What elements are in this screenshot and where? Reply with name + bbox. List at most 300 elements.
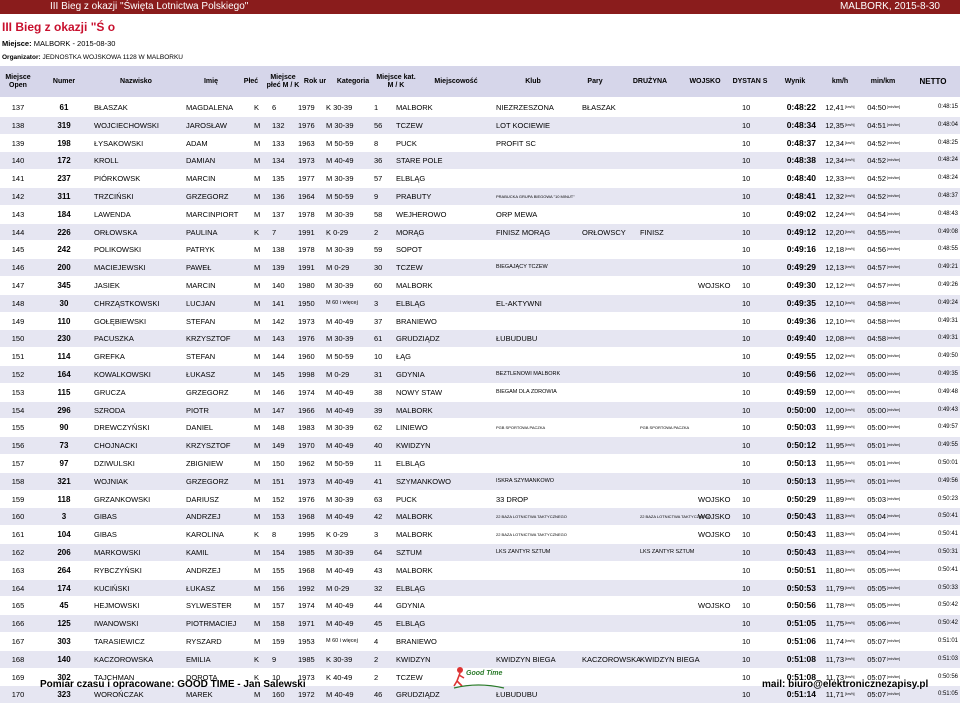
table-row xyxy=(0,276,960,294)
cell-place-open: 142 xyxy=(11,191,25,201)
cell-place-open: 159 xyxy=(11,494,25,504)
cell-distance: 10 xyxy=(742,547,751,557)
cell-place-open: 146 xyxy=(11,263,25,273)
cell-speed-kmh: 11,83 xyxy=(825,547,844,557)
results-table-body xyxy=(0,98,960,703)
place-label: Miejsce: xyxy=(2,39,32,48)
cell-place-category: 32 xyxy=(374,583,383,593)
unit-minkm: [min/km] xyxy=(887,229,901,234)
cell-gender: M xyxy=(254,494,261,504)
unit-kmh: [km/h] xyxy=(845,336,855,341)
cell-distance: 10 xyxy=(742,654,751,664)
cell-bib-number: 110 xyxy=(57,316,71,326)
cell-birth-year: 1962 xyxy=(298,458,315,468)
table-row xyxy=(0,294,960,312)
table-row xyxy=(0,240,960,258)
cell-net-time: 0:48:37 xyxy=(937,192,958,199)
table-row xyxy=(0,151,960,169)
cell-military: WOJSKO xyxy=(698,530,731,540)
cell-result-time: 0:49:16 xyxy=(786,244,816,255)
cell-distance: 10 xyxy=(742,619,751,629)
cell-place-open: 167 xyxy=(11,636,25,646)
cell-gender: M xyxy=(254,369,261,379)
cell-place-category: 40 xyxy=(374,441,383,451)
table-row xyxy=(0,472,960,490)
cell-place-category: 1 xyxy=(374,103,379,112)
cell-birth-year: 1985 xyxy=(298,654,315,664)
cell-bib-number: 115 xyxy=(57,387,71,397)
unit-kmh: [km/h] xyxy=(845,514,855,519)
cell-place-open: 163 xyxy=(11,565,25,575)
cell-first-name: PAWEŁ xyxy=(186,263,212,273)
cell-place-open: 140 xyxy=(11,156,25,166)
unit-kmh: [km/h] xyxy=(845,229,855,234)
cell-place-category: 11 xyxy=(374,458,382,468)
cell-place-category: 41 xyxy=(374,476,383,486)
cell-bib-number: 73 xyxy=(59,441,69,451)
cell-speed-kmh: 11,71 xyxy=(825,690,844,700)
cell-city: TCZEW xyxy=(396,263,423,273)
cell-place-category: 4 xyxy=(374,636,379,646)
cell-gender: M xyxy=(254,191,261,201)
cell-city: KWIDZYN xyxy=(396,441,431,451)
cell-first-name: STEFAN xyxy=(186,316,216,326)
cell-place-gender: 138 xyxy=(272,245,285,255)
cell-bib-number: 118 xyxy=(57,494,71,504)
cell-gender: M xyxy=(254,334,261,344)
cell-category: M 30-39 xyxy=(326,120,354,130)
cell-category: M 40-49 xyxy=(326,619,354,629)
cell-place-open: 156 xyxy=(11,441,25,451)
cell-gender: M xyxy=(254,405,261,415)
cell-first-name: PIOTRMACIEJ xyxy=(186,619,237,629)
cell-birth-year: 1970 xyxy=(298,441,315,451)
cell-club: FINISZ MORĄG xyxy=(496,227,551,237)
cell-pace-minkm: 04:58 xyxy=(867,334,886,344)
cell-category: M 50-59 xyxy=(326,352,354,362)
cell-net-time: 0:50:41 xyxy=(937,531,958,538)
cell-category: K 0-29 xyxy=(326,227,349,237)
cell-first-name: ANDRZEJ xyxy=(186,512,221,522)
cell-gender: M xyxy=(254,280,261,290)
cell-gender: M xyxy=(254,601,261,611)
cell-pace-minkm: 05:07 xyxy=(867,672,886,682)
cell-first-name: MARCINPIORT xyxy=(186,209,239,219)
cell-bib-number: 164 xyxy=(57,369,71,379)
cell-city: GRUDZIĄDZ xyxy=(396,334,440,344)
unit-kmh: [km/h] xyxy=(845,549,855,554)
cell-place-gender: 152 xyxy=(272,494,285,504)
cell-first-name: GRZEGORZ xyxy=(186,191,229,201)
cell-birth-year: 1973 xyxy=(298,316,315,326)
cell-speed-kmh: 11,73 xyxy=(825,654,844,664)
cell-category: M 50-59 xyxy=(326,191,354,201)
cell-bib-number: 174 xyxy=(57,583,71,593)
cell-birth-year: 1973 xyxy=(298,672,315,682)
cell-distance: 10 xyxy=(742,245,751,255)
cell-gender: K xyxy=(254,654,260,664)
cell-city: NOWY STAW xyxy=(396,387,443,397)
cell-club: ISKRA SZYMANKOWO xyxy=(496,477,555,484)
unit-kmh: [km/h] xyxy=(845,407,855,412)
cell-gender: M xyxy=(254,583,261,593)
unit-kmh: [km/h] xyxy=(845,318,855,323)
cell-birth-year: 1979 xyxy=(298,103,315,112)
cell-speed-kmh: 12,00 xyxy=(825,405,844,415)
cell-net-time: 0:48:24 xyxy=(937,175,958,182)
cell-bib-number: 61 xyxy=(59,103,69,112)
header-imie: Imię xyxy=(203,77,218,85)
cell-net-time: 0:50:41 xyxy=(937,513,958,520)
cell-gender: M xyxy=(254,458,261,468)
cell-place-category: 36 xyxy=(374,156,383,166)
cell-speed-kmh: 12,32 xyxy=(825,191,844,201)
cell-place-category: 59 xyxy=(374,245,383,255)
cell-city: SZTUM xyxy=(396,547,422,557)
cell-speed-kmh: 11,75 xyxy=(825,619,844,629)
unit-minkm: [min/km] xyxy=(887,549,901,554)
cell-result-time: 0:48:41 xyxy=(786,190,816,201)
unit-kmh: [km/h] xyxy=(845,211,855,216)
cell-pace-minkm: 04:50 xyxy=(867,103,886,112)
cell-speed-kmh: 12,20 xyxy=(825,227,844,237)
cell-place-open: 139 xyxy=(11,138,25,148)
cell-place-category: 8 xyxy=(374,138,379,148)
cell-team: PGB SPORTOWA PACZKA xyxy=(640,425,690,431)
cell-pace-minkm: 05:00 xyxy=(867,352,886,362)
cell-place-gender: 143 xyxy=(272,334,285,344)
table-row xyxy=(0,490,960,508)
cell-net-time: 0:49:55 xyxy=(937,442,958,449)
cell-result-time: 0:50:51 xyxy=(786,564,816,575)
unit-kmh: [km/h] xyxy=(845,443,855,448)
cell-city: ŁĄG xyxy=(396,352,412,362)
cell-birth-year: 1971 xyxy=(298,619,315,629)
cell-distance: 10 xyxy=(742,405,751,415)
cell-place-category: 64 xyxy=(374,547,383,557)
cell-place-category: 63 xyxy=(374,494,383,504)
cell-place-gender: 6 xyxy=(272,103,277,112)
cell-gender: M xyxy=(254,441,261,451)
cell-result-time: 0:50:03 xyxy=(786,422,816,433)
unit-minkm: [min/km] xyxy=(887,532,901,537)
header-minkm: min/km xyxy=(870,77,896,85)
table-row xyxy=(0,347,960,365)
cell-birth-year: 1973 xyxy=(298,476,315,486)
cell-birth-year: 1978 xyxy=(298,245,315,255)
unit-minkm: [min/km] xyxy=(887,105,901,109)
cell-city: PUCK xyxy=(396,494,417,504)
cell-speed-kmh: 11,89 xyxy=(825,494,844,504)
cell-distance: 10 xyxy=(742,476,751,486)
cell-speed-kmh: 12,02 xyxy=(825,352,844,362)
cell-speed-kmh: 11,95 xyxy=(825,476,844,486)
cell-place-gender: 146 xyxy=(272,387,285,397)
organizer-label: Organizator: xyxy=(2,54,41,61)
header-kmh: km/h xyxy=(831,77,849,85)
cell-pace-minkm: 05:07 xyxy=(867,654,886,664)
cell-birth-year: 1968 xyxy=(298,565,315,575)
cell-speed-kmh: 12,35 xyxy=(825,120,844,130)
cell-pace-minkm: 05:00 xyxy=(867,369,886,379)
cell-place-open: 145 xyxy=(11,245,25,255)
table-row xyxy=(0,454,960,472)
cell-bib-number: 303 xyxy=(57,636,71,646)
cell-place-category: 45 xyxy=(374,619,383,629)
header-miejsce-kat: Miejsce kat. M / K xyxy=(376,73,416,89)
table-row xyxy=(0,418,960,436)
unit-minkm: [min/km] xyxy=(887,354,901,359)
table-row xyxy=(0,507,960,525)
cell-club: PROFIT SC xyxy=(496,138,536,148)
cell-place-gender: 155 xyxy=(272,565,285,575)
header-druzyna: DRUŻYNA xyxy=(632,77,668,85)
cell-place-gender: 140 xyxy=(272,280,285,290)
cell-distance: 10 xyxy=(742,636,751,646)
cell-result-time: 0:51:06 xyxy=(786,635,816,646)
cell-pace-minkm: 04:57 xyxy=(867,280,886,290)
cell-birth-year: 1966 xyxy=(298,405,315,415)
cell-birth-year: 1974 xyxy=(298,601,315,611)
table-row xyxy=(0,525,960,543)
cell-club: ŁUBUDUBU xyxy=(496,690,538,700)
cell-place-category: 2 xyxy=(374,654,379,664)
cell-city: MALBORK xyxy=(396,512,433,522)
cell-place-category: 46 xyxy=(374,690,383,700)
cell-place-open: 147 xyxy=(11,280,25,290)
cell-place-open: 138 xyxy=(11,120,25,130)
cell-gender: M xyxy=(254,263,261,273)
unit-minkm: [min/km] xyxy=(887,656,901,661)
cell-result-time: 0:49:30 xyxy=(786,279,816,290)
cell-place-category: 10 xyxy=(374,352,383,362)
unit-kmh: [km/h] xyxy=(845,585,855,590)
cell-place-gender: 135 xyxy=(272,174,285,184)
cell-club: PRABUCKA GRUPA BIEGOWA "10 MINUT" xyxy=(496,193,575,199)
unit-minkm: [min/km] xyxy=(887,122,901,127)
header-nazwisko: Nazwisko xyxy=(120,77,152,85)
cell-category: M 40-49 xyxy=(326,156,354,166)
cell-pace-minkm: 04:58 xyxy=(867,316,886,326)
cell-category: M 30-39 xyxy=(326,174,354,184)
cell-place-open: 170 xyxy=(11,690,25,700)
cell-place-category: 3 xyxy=(374,530,379,540)
cell-net-time: 0:49:24 xyxy=(937,299,958,306)
cell-first-name: PATRYK xyxy=(186,245,215,255)
header-dystans: DYSTAN S xyxy=(732,77,768,85)
cell-distance: 10 xyxy=(742,512,751,522)
cell-birth-year: 1991 xyxy=(298,263,315,273)
cell-city: MALBORK xyxy=(396,530,433,540)
cell-place-gender: 145 xyxy=(272,369,285,379)
cell-city: ELBLĄG xyxy=(396,298,426,308)
cell-place-open: 169 xyxy=(11,672,25,682)
cell-speed-kmh: 12,34 xyxy=(825,138,844,148)
cell-bib-number: 172 xyxy=(57,156,71,166)
cell-first-name: DOROTA xyxy=(186,672,218,682)
cell-net-time: 0:50:42 xyxy=(937,602,958,609)
cell-club: LOT KOCIEWIE xyxy=(496,120,551,130)
unit-kmh: [km/h] xyxy=(845,567,855,572)
cell-surname: TRZCIŃSKI xyxy=(94,191,134,201)
cell-place-gender: 7 xyxy=(272,227,277,237)
cell-distance: 10 xyxy=(742,138,751,148)
table-row xyxy=(0,312,960,330)
cell-distance: 10 xyxy=(742,494,751,504)
unit-kmh: [km/h] xyxy=(845,193,855,198)
cell-net-time: 0:50:01 xyxy=(937,459,958,466)
cell-place-category: 43 xyxy=(374,565,383,575)
cell-first-name: MARCIN xyxy=(186,280,216,290)
cell-first-name: KAMIL xyxy=(186,547,209,557)
header-klub: Klub xyxy=(525,77,541,85)
cell-birth-year: 1963 xyxy=(298,138,315,148)
cell-place-category: 57 xyxy=(374,174,383,184)
cell-place-open: 150 xyxy=(11,334,25,344)
cell-result-time: 0:49:59 xyxy=(786,386,816,397)
cell-city: LINIEWO xyxy=(396,423,428,433)
cell-city: ELBLĄG xyxy=(396,458,426,468)
table-row xyxy=(0,401,960,419)
cell-pace-minkm: 05:01 xyxy=(867,441,886,451)
cell-surname: WOJNIAK xyxy=(94,476,129,486)
cell-category: M 40-49 xyxy=(326,405,354,415)
cell-surname: ŁYSAKOWSKI xyxy=(94,138,144,148)
cell-pace-minkm: 04:57 xyxy=(867,263,886,273)
cell-net-time: 0:49:48 xyxy=(937,388,958,395)
cell-place-open: 157 xyxy=(11,458,25,468)
cell-result-time: 0:50:43 xyxy=(786,529,816,540)
cell-birth-year: 1978 xyxy=(298,209,315,219)
cell-first-name: KRZYSZTOF xyxy=(186,441,231,451)
cell-result-time: 0:49:29 xyxy=(786,262,816,273)
unit-minkm: [min/km] xyxy=(887,282,901,287)
cell-place-category: 39 xyxy=(374,405,383,415)
table-row xyxy=(0,632,960,650)
cell-pair: KACZOROWSKA xyxy=(582,654,642,664)
cell-speed-kmh: 11,95 xyxy=(825,441,844,451)
cell-bib-number: 296 xyxy=(57,405,71,415)
cell-place-category: 60 xyxy=(374,280,383,290)
cell-city: SZYMANKOWO xyxy=(396,476,452,486)
cell-place-open: 168 xyxy=(11,654,25,664)
cell-gender: K xyxy=(254,103,260,112)
unit-minkm: [min/km] xyxy=(887,638,901,643)
cell-distance: 10 xyxy=(742,174,751,184)
cell-gender: M xyxy=(254,547,261,557)
cell-result-time: 0:51:14 xyxy=(786,689,816,700)
table-row xyxy=(0,329,960,347)
cell-place-open: 149 xyxy=(11,316,25,326)
cell-bib-number: 319 xyxy=(57,120,71,130)
unit-kmh: [km/h] xyxy=(845,532,855,537)
cell-category: M 30-39 xyxy=(326,280,354,290)
cell-bib-number: 198 xyxy=(57,138,71,148)
cell-bib-number: 321 xyxy=(57,476,71,486)
cell-pace-minkm: 05:01 xyxy=(867,476,886,486)
cell-place-gender: 154 xyxy=(272,547,285,557)
cell-surname: SZRODA xyxy=(94,405,126,415)
table-row xyxy=(0,614,960,632)
place-line xyxy=(2,39,115,48)
cell-net-time: 0:49:31 xyxy=(937,317,958,324)
cell-category: M 0-29 xyxy=(326,583,350,593)
header-kategoria: Kategoria xyxy=(336,77,370,85)
header-rok: Rok ur xyxy=(303,77,327,85)
table-row xyxy=(0,205,960,223)
cell-first-name: PAULINA xyxy=(186,227,218,237)
cell-surname: JASIEK xyxy=(94,280,120,290)
page-title: III Bieg z okazji "Ś o xyxy=(2,20,116,34)
unit-minkm: [min/km] xyxy=(887,389,901,394)
cell-net-time: 0:48:24 xyxy=(937,157,958,164)
cell-bib-number: 230 xyxy=(57,334,71,344)
cell-gender: M xyxy=(254,636,261,646)
cell-birth-year: 1972 xyxy=(298,690,315,700)
cell-gender: M xyxy=(254,352,261,362)
cell-result-time: 0:49:36 xyxy=(786,315,816,326)
logo-text: Good Time xyxy=(466,670,503,677)
cell-pace-minkm: 04:52 xyxy=(867,156,886,166)
cell-place-open: 155 xyxy=(11,423,25,433)
cell-surname: LAWENDA xyxy=(94,209,131,219)
cell-surname: PACUSZKA xyxy=(94,334,134,344)
cell-place-gender: 160 xyxy=(272,690,285,700)
cell-bib-number: 30 xyxy=(59,298,69,308)
header-pary: Pary xyxy=(587,77,603,85)
cell-result-time: 0:50:56 xyxy=(786,600,816,611)
header-numer: Numer xyxy=(52,77,76,85)
cell-result-time: 0:48:40 xyxy=(786,173,816,184)
cell-city: TCZEW xyxy=(396,672,423,682)
cell-birth-year: 1985 xyxy=(298,547,315,557)
cell-birth-year: 1953 xyxy=(298,636,315,646)
cell-club: EL-AKTYWNI xyxy=(496,298,542,308)
cell-place-open: 148 xyxy=(11,298,25,308)
cell-category: M 30-39 xyxy=(326,245,354,255)
cell-result-time: 0:50:29 xyxy=(786,493,816,504)
cell-first-name: JAROSŁAW xyxy=(186,120,227,130)
cell-place-category: 42 xyxy=(374,512,383,522)
table-row xyxy=(0,258,960,276)
table-row xyxy=(0,579,960,597)
cell-category: M 40-49 xyxy=(326,565,354,575)
cell-pace-minkm: 05:06 xyxy=(867,619,886,629)
cell-result-time: 0:48:38 xyxy=(786,155,816,166)
cell-surname: CHRZĄSTKOWSKI xyxy=(94,298,160,308)
unit-minkm: [min/km] xyxy=(887,247,901,252)
cell-category: K 30-39 xyxy=(326,654,353,664)
cell-surname: BŁASZAK xyxy=(94,103,128,112)
cell-gender: M xyxy=(254,209,261,219)
cell-result-time: 0:51:08 xyxy=(786,671,816,682)
unit-kmh: [km/h] xyxy=(845,389,855,394)
cell-place-gender: 136 xyxy=(272,191,285,201)
cell-result-time: 0:50:53 xyxy=(786,582,816,593)
cell-place-gender: 134 xyxy=(272,156,285,166)
cell-bib-number: 302 xyxy=(57,672,71,682)
cell-pace-minkm: 05:07 xyxy=(867,636,886,646)
cell-result-time: 0:50:43 xyxy=(786,511,816,522)
cell-result-time: 0:51:08 xyxy=(786,653,816,664)
cell-place-gender: 133 xyxy=(272,138,285,148)
cell-bib-number: 345 xyxy=(57,280,71,290)
cell-surname: HEJMOWSKI xyxy=(94,601,140,611)
cell-result-time: 0:48:34 xyxy=(786,119,816,130)
cell-pace-minkm: 04:51 xyxy=(867,120,886,130)
cell-net-time: 0:48:15 xyxy=(937,104,958,110)
cell-distance: 10 xyxy=(742,583,751,593)
